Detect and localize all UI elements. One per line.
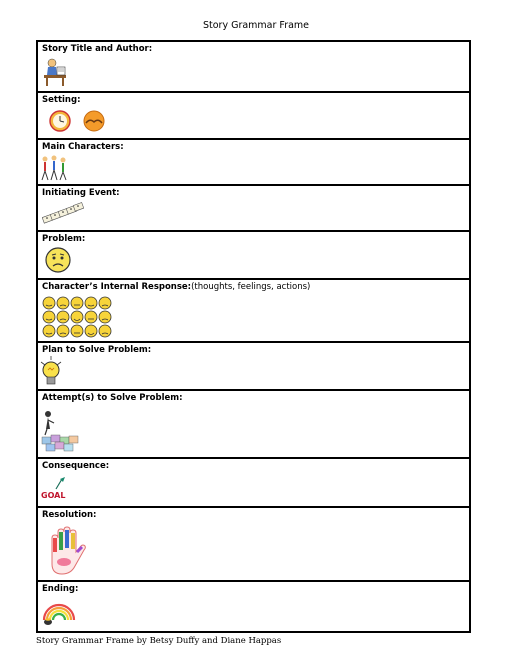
dominoes-icon xyxy=(42,202,84,226)
section-main-characters xyxy=(38,140,469,186)
section-attempts xyxy=(38,391,469,459)
page-title: Story Grammar Frame xyxy=(202,20,310,31)
section-initiating-event xyxy=(38,186,469,232)
section-ending xyxy=(38,582,469,633)
section-label: Initiating Event: xyxy=(42,188,120,198)
section-problem xyxy=(38,232,469,280)
section-label: Resolution: xyxy=(42,510,97,520)
lightbulb-icon xyxy=(38,356,64,388)
hand-icon xyxy=(44,524,88,578)
section-story-title xyxy=(38,42,469,93)
section-label: Ending: xyxy=(42,584,79,594)
clock-and-landscape-icons xyxy=(48,109,108,133)
section-label: Consequence: xyxy=(42,461,110,471)
rainbow-pot-icon xyxy=(42,598,76,626)
section-label-extra: (thoughts, feelings, actions) xyxy=(191,282,311,292)
worried-face-icon xyxy=(44,246,72,274)
section-resolution xyxy=(38,508,469,582)
section-label: Problem: xyxy=(42,234,86,244)
section-label: Story Title and Author: xyxy=(42,44,153,54)
section-label: Plan to Solve Problem: xyxy=(42,345,152,355)
section-plan xyxy=(38,343,469,391)
goal-target-icon xyxy=(40,477,70,501)
section-internal-response xyxy=(38,280,469,343)
section-label: Main Characters: xyxy=(42,142,124,152)
svg-text:GOAL: GOAL xyxy=(41,491,66,500)
puzzle-person-icon xyxy=(38,409,84,453)
section-label: Character’s Internal Response:(thoughts, feelings, actions) xyxy=(42,282,311,292)
emotion-faces-grid-icon xyxy=(42,296,116,340)
characters-group-icon xyxy=(40,153,70,183)
page-footer: Story Grammar Frame by Betsy Duffy and Diane Happas xyxy=(36,636,282,646)
section-label: Attempt(s) to Solve Problem: xyxy=(42,393,183,403)
section-setting xyxy=(38,93,469,140)
section-label: Setting: xyxy=(42,95,81,105)
story-grammar-frame xyxy=(36,40,471,633)
author-at-desk-icon xyxy=(42,57,68,87)
section-consequence xyxy=(38,459,469,508)
